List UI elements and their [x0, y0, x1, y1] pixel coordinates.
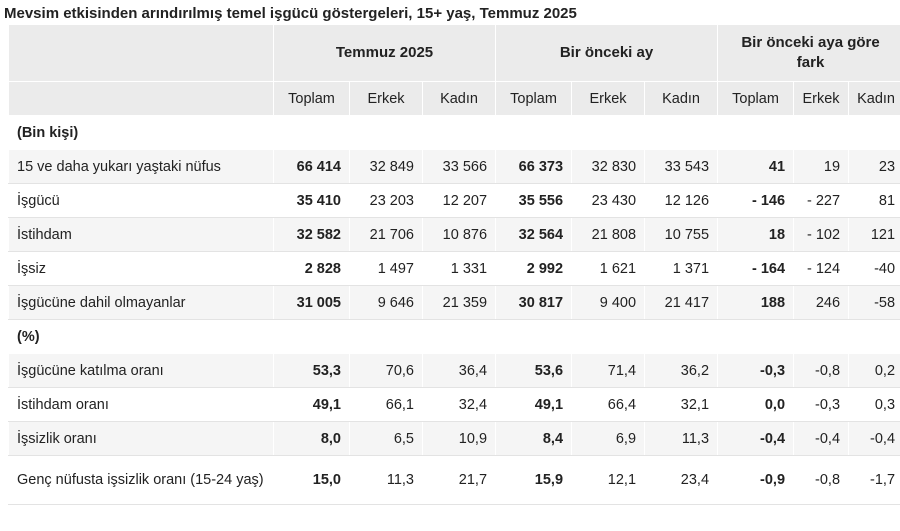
value-cell: 11,3	[350, 456, 423, 505]
value-cell: 35 410	[274, 184, 350, 218]
value-cell: - 227	[794, 184, 849, 218]
sub-header: Kadın	[645, 82, 718, 116]
value-cell: 70,6	[350, 354, 423, 388]
sub-header: Toplam	[718, 82, 794, 116]
sub-header: Toplam	[274, 82, 350, 116]
value-cell: 81	[849, 184, 900, 218]
value-cell: 0,0	[718, 388, 794, 422]
row-label: İşsiz	[9, 252, 274, 286]
value-cell: 1 371	[645, 252, 718, 286]
value-cell: 12 207	[423, 184, 496, 218]
sub-header: Erkek	[350, 82, 423, 116]
value-cell: - 146	[718, 184, 794, 218]
sub-header: Toplam	[496, 82, 572, 116]
value-cell: -0,3	[794, 388, 849, 422]
value-cell: 23,4	[645, 456, 718, 505]
value-cell: 32 564	[496, 218, 572, 252]
labor-indicators-table	[8, 24, 900, 505]
value-cell: 23 430	[572, 184, 645, 218]
value-cell: 53,3	[274, 354, 350, 388]
value-cell: 2 828	[274, 252, 350, 286]
group-header-current: Temmuz 2025	[274, 25, 496, 82]
value-cell: 21 808	[572, 218, 645, 252]
value-cell: 66 414	[274, 150, 350, 184]
value-cell: - 124	[794, 252, 849, 286]
value-cell: 8,0	[274, 422, 350, 456]
value-cell: 1 497	[350, 252, 423, 286]
value-cell: 0,2	[849, 354, 900, 388]
value-cell: 23	[849, 150, 900, 184]
value-cell: -0,3	[718, 354, 794, 388]
value-cell: -0,4	[718, 422, 794, 456]
table-row	[9, 184, 900, 218]
corner-cell	[9, 25, 274, 82]
row-label: İstihdam	[9, 218, 274, 252]
row-label: İşgücü	[9, 184, 274, 218]
value-cell: 49,1	[496, 388, 572, 422]
value-cell: 41	[718, 150, 794, 184]
value-cell: 33 566	[423, 150, 496, 184]
value-cell: -0,4	[849, 422, 900, 456]
value-cell: 18	[718, 218, 794, 252]
table-row	[9, 456, 900, 505]
value-cell: - 164	[718, 252, 794, 286]
row-label: İstihdam oranı	[9, 388, 274, 422]
group-header-previous: Bir önceki ay	[496, 25, 718, 82]
value-cell: -0,9	[718, 456, 794, 505]
value-cell: 21 706	[350, 218, 423, 252]
value-cell: 10 755	[645, 218, 718, 252]
value-cell: 11,3	[645, 422, 718, 456]
value-cell: 2 992	[496, 252, 572, 286]
row-label: İşgücüne katılma oranı	[9, 354, 274, 388]
table-row	[9, 422, 900, 456]
sub-header: Kadın	[849, 82, 900, 116]
corner-cell-sub	[9, 82, 274, 116]
section-label: (%)	[9, 320, 900, 354]
value-cell: 12 126	[645, 184, 718, 218]
value-cell: 121	[849, 218, 900, 252]
value-cell: 32 830	[572, 150, 645, 184]
row-label: Genç nüfusta işsizlik oranı (15-24 yaş)	[9, 456, 274, 505]
table-body	[9, 116, 900, 505]
table-row	[9, 218, 900, 252]
sub-header: Erkek	[572, 82, 645, 116]
value-cell: -40	[849, 252, 900, 286]
value-cell: 9 400	[572, 286, 645, 320]
value-cell: 10 876	[423, 218, 496, 252]
value-cell: 8,4	[496, 422, 572, 456]
table-row	[9, 252, 900, 286]
value-cell: -0,4	[794, 422, 849, 456]
value-cell: 21 417	[645, 286, 718, 320]
table-row	[9, 286, 900, 320]
value-cell: 188	[718, 286, 794, 320]
value-cell: 32,4	[423, 388, 496, 422]
row-label: İşgücüne dahil olmayanlar	[9, 286, 274, 320]
value-cell: 36,2	[645, 354, 718, 388]
value-cell: 21,7	[423, 456, 496, 505]
value-cell: 36,4	[423, 354, 496, 388]
value-cell: 66 373	[496, 150, 572, 184]
value-cell: 15,0	[274, 456, 350, 505]
value-cell: 6,9	[572, 422, 645, 456]
value-cell: 10,9	[423, 422, 496, 456]
value-cell: 35 556	[496, 184, 572, 218]
value-cell: 1 331	[423, 252, 496, 286]
value-cell: -58	[849, 286, 900, 320]
sub-header: Kadın	[423, 82, 496, 116]
row-label: 15 ve daha yukarı yaştaki nüfus	[9, 150, 274, 184]
value-cell: 12,1	[572, 456, 645, 505]
value-cell: - 102	[794, 218, 849, 252]
value-cell: 246	[794, 286, 849, 320]
value-cell: 19	[794, 150, 849, 184]
table-row	[9, 388, 900, 422]
value-cell: -0,8	[794, 456, 849, 505]
value-cell: 9 646	[350, 286, 423, 320]
value-cell: 66,1	[350, 388, 423, 422]
value-cell: -0,8	[794, 354, 849, 388]
row-label: İşsizlik oranı	[9, 422, 274, 456]
value-cell: 21 359	[423, 286, 496, 320]
value-cell: 32,1	[645, 388, 718, 422]
table-title: Mevsim etkisinden arındırılmış temel işgücü göstergeleri, 15+ yaş, Temmuz 2025	[4, 5, 577, 22]
value-cell: 0,3	[849, 388, 900, 422]
value-cell: 32 849	[350, 150, 423, 184]
table-row	[9, 150, 900, 184]
value-cell: 1 621	[572, 252, 645, 286]
value-cell: 49,1	[274, 388, 350, 422]
value-cell: 6,5	[350, 422, 423, 456]
sub-header: Erkek	[794, 82, 849, 116]
value-cell: 53,6	[496, 354, 572, 388]
value-cell: 23 203	[350, 184, 423, 218]
value-cell: -1,7	[849, 456, 900, 505]
value-cell: 71,4	[572, 354, 645, 388]
group-header-difference: Bir önceki aya göre fark	[718, 25, 900, 82]
value-cell: 15,9	[496, 456, 572, 505]
value-cell: 33 543	[645, 150, 718, 184]
table-row	[9, 354, 900, 388]
value-cell: 30 817	[496, 286, 572, 320]
section-label: (Bin kişi)	[9, 116, 900, 150]
value-cell: 31 005	[274, 286, 350, 320]
value-cell: 32 582	[274, 218, 350, 252]
value-cell: 66,4	[572, 388, 645, 422]
